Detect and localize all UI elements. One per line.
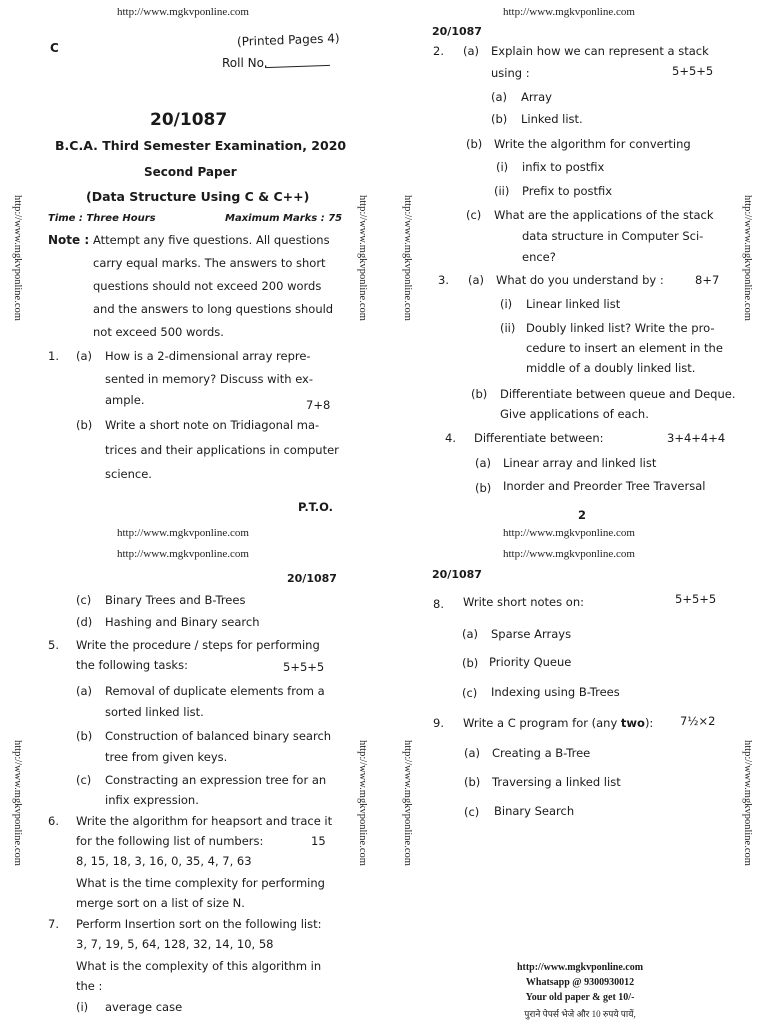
note-line: questions should not exceed 200 words [93,279,322,293]
q2b-sub-label: (i) [496,160,509,174]
q2b-label: (b) [466,137,483,151]
page3-code: 20/1087 [287,572,337,585]
header-url-left[interactable]: http://www.mgkvponline.com [117,6,249,18]
q4-sub-label: (a) [475,456,492,470]
q8-sub-label: (b) [462,656,479,670]
q2c-label: (c) [466,208,482,222]
q1b-line: Write a short note on Tridiagonal ma- [105,418,320,432]
series-letter: C [50,41,59,55]
q4-sub-item: Hashing and Binary search [105,615,260,629]
q2b-sub-item: infix to postfix [522,160,605,174]
q5-sub-line: Removal of duplicate elements from a [105,684,325,698]
q2a-line: using : [491,66,530,80]
q3a-sub-line: cedure to insert an element in the [526,341,723,355]
q8-sub-item: Priority Queue [489,655,572,669]
q4-sub-label: (b) [475,481,492,495]
q2b-sub-item: Prefix to postfix [522,184,613,198]
footer-hindi: पुराने पेपर्स भेजे और 10 रुपये पायें, [524,1009,636,1019]
q5-sub-line: sorted linked list. [105,705,204,719]
q3a-text: What do you understand by : [496,273,664,287]
time-label: Time : Three Hours [48,213,156,224]
q2b-text: Write the algorithm for converting [494,137,691,151]
q2a-label: (a) [463,44,480,58]
mid-url-right[interactable]: http://www.mgkvponline.com [503,527,635,539]
q2a-sub-label: (b) [491,112,508,126]
q8-sub-item: Sparse Arrays [491,627,572,641]
printed-pages: (Printed Pages 4) [236,31,340,49]
q7-line: 3, 7, 19, 5, 64, 128, 32, 14, 10, 58 [76,937,274,951]
q5-sub-label: (a) [76,684,93,698]
side-url-center-left-bottom: http://www.mgkvponline.com [357,740,368,866]
note-line: carry equal marks. The answers to short [93,256,326,270]
q8-number: 8. [433,597,444,611]
note-line: and the answers to long questions should [93,302,334,316]
q4-marks: 3+4+4+4 [667,431,726,445]
q4-text: Differentiate between: [474,431,604,445]
q1a-line: sented in memory? Discuss with ex- [105,372,314,386]
q1b-label: (b) [76,418,93,432]
q8-text: Write short notes on: [463,595,584,609]
exam-title: B.C.A. Third Semester Examination, 2020 [55,138,347,153]
page2-code: 20/1087 [432,25,482,38]
q4-sub-item: Inorder and Preorder Tree Traversal [503,479,706,493]
q5-number: 5. [48,638,59,652]
side-url-center-right-top: http://www.mgkvponline.com [402,195,413,321]
q7-sub-item: average case [105,1000,183,1014]
q2a-sub-item: Array [521,90,552,104]
roll-no-line [265,65,330,68]
q7-line: What is the complexity of this algorithm in [76,959,322,973]
q2b-sub-label: (ii) [494,184,510,198]
q1-number: 1. [48,349,59,363]
footer-whatsapp: Whatsapp @ 9300930012 [525,977,635,988]
header-url-right[interactable]: http://www.mgkvponline.com [503,6,635,18]
q4-number: 4. [445,431,456,445]
q9-sub-label: (a) [464,746,481,760]
footer-url[interactable]: http://www.mgkvponline.com [516,962,644,973]
q2c-line: What are the applications of the stack [494,208,714,222]
q6-line: for the following list of numbers: [76,834,264,848]
q1b-line: trices and their applications in computer [105,443,339,457]
q5-sub-label: (c) [76,773,92,787]
footer-offer: Your old paper & get 10/- [525,992,635,1003]
q9-marks: 7½×2 [680,714,716,728]
q5-sub-line: Construction of balanced binary search [105,729,332,743]
roll-no-label: Roll No. [222,56,268,70]
q9-text-bold: two [620,716,645,730]
q4-sub-item: Binary Trees and B-Trees [105,593,246,607]
q2a-sub-label: (a) [491,90,508,104]
side-url-center-left-top: http://www.mgkvponline.com [357,195,368,321]
side-url-left-bottom: http://www.mgkvponline.com [12,740,23,866]
q3a-sub-line: middle of a doubly linked list. [526,361,696,375]
q8-sub-label: (c) [462,686,478,700]
q5-sub-line: tree from given keys. [105,750,228,764]
q9-sub-label: (b) [464,775,481,789]
side-url-right-top: http://www.mgkvponline.com [742,195,753,321]
q1a-line: ample. [105,393,145,407]
q8-marks: 5+5+5 [675,592,717,606]
q2c-line: data structure in Computer Sci- [522,229,704,243]
q3a-label: (a) [468,273,485,287]
mid-url-left[interactable]: http://www.mgkvponline.com [117,527,249,539]
q7-sub-label: (i) [76,1000,89,1014]
q5-marks: 5+5+5 [283,660,325,674]
q9-number: 9. [433,716,444,730]
q6-line: 8, 15, 18, 3, 16, 0, 35, 4, 7, 63 [76,854,252,868]
paper-code: 20/1087 [150,110,228,130]
q2a-sub-item: Linked list. [521,112,583,126]
q2c-line: ence? [522,250,556,264]
q3-number: 3. [438,273,449,287]
q7-line: Perform Insertion sort on the following list: [76,917,322,931]
q8-sub-item: Indexing using B-Trees [491,685,620,699]
subject-title: (Data Structure Using C & C++) [86,189,310,204]
q4-sub-label: (d) [76,615,93,629]
q2-marks: 5+5+5 [672,64,714,78]
q2-number: 2. [433,44,444,58]
q3a-sub-line: Doubly linked list? Write the pro- [526,321,715,335]
q9-sub-item: Traversing a linked list [492,775,621,789]
pto-label: P.T.O. [298,500,334,514]
q5-line: the following tasks: [76,658,188,672]
paper-number: Second Paper [144,165,237,179]
max-marks-label: Maximum Marks : 75 [225,213,343,224]
q6-marks: 15 [311,834,326,848]
q3a-sub-label: (i) [500,297,513,311]
q2a-line: Explain how we can represent a stack [491,44,709,58]
q9-sub-label: (c) [464,805,480,819]
q9-text-pre: Write a C program for (any [463,716,621,730]
q7-number: 7. [48,917,59,931]
q1-marks: 7+8 [306,398,331,412]
mid-url-right[interactable]: http://www.mgkvponline.com [503,548,635,560]
q3a-sub-item: Linear linked list [526,297,621,311]
page-number: 2 [578,508,587,522]
q4-sub-label: (c) [76,593,92,607]
q5-sub-line: infix expression. [105,793,199,807]
q3-marks: 8+7 [695,273,720,287]
q6-line: merge sort on a list of size N. [76,896,245,910]
q5-sub-label: (b) [76,729,93,743]
note-line: Attempt any five questions. All questions [93,233,330,247]
mid-url-left[interactable]: http://www.mgkvponline.com [117,548,249,560]
q1a-label: (a) [76,349,93,363]
q9-text-post: ): [644,716,654,730]
note-line: not exceed 500 words. [93,325,224,339]
q4-sub-item: Linear array and linked list [503,456,657,470]
side-url-center-right-bottom: http://www.mgkvponline.com [402,740,413,866]
q3b-line: Give applications of each. [500,407,649,421]
q5-line: Write the procedure / steps for performing [76,638,320,652]
q5-sub-line: Constracting an expression tree for an [105,773,327,787]
q7-line: the : [76,979,103,993]
q6-line: Write the algorithm for heapsort and trace it [76,814,333,828]
q3a-sub-label: (ii) [500,321,516,335]
q1b-line: science. [105,467,152,481]
q3b-label: (b) [471,387,488,401]
note-label: Note : [48,233,90,247]
q9-text [463,716,653,730]
side-url-right-bottom: http://www.mgkvponline.com [742,740,753,866]
q6-line: What is the time complexity for performing [76,876,325,890]
side-url-left-top: http://www.mgkvponline.com [12,195,23,321]
q1a-line: How is a 2-dimensional array repre- [105,349,311,363]
q8-sub-label: (a) [462,627,479,641]
q6-number: 6. [48,814,59,828]
q9-sub-item: Binary Search [494,804,575,818]
page4-code: 20/1087 [432,568,482,581]
q3b-line: Differentiate between queue and Deque. [500,387,736,401]
q9-sub-item: Creating a B-Tree [492,746,591,760]
